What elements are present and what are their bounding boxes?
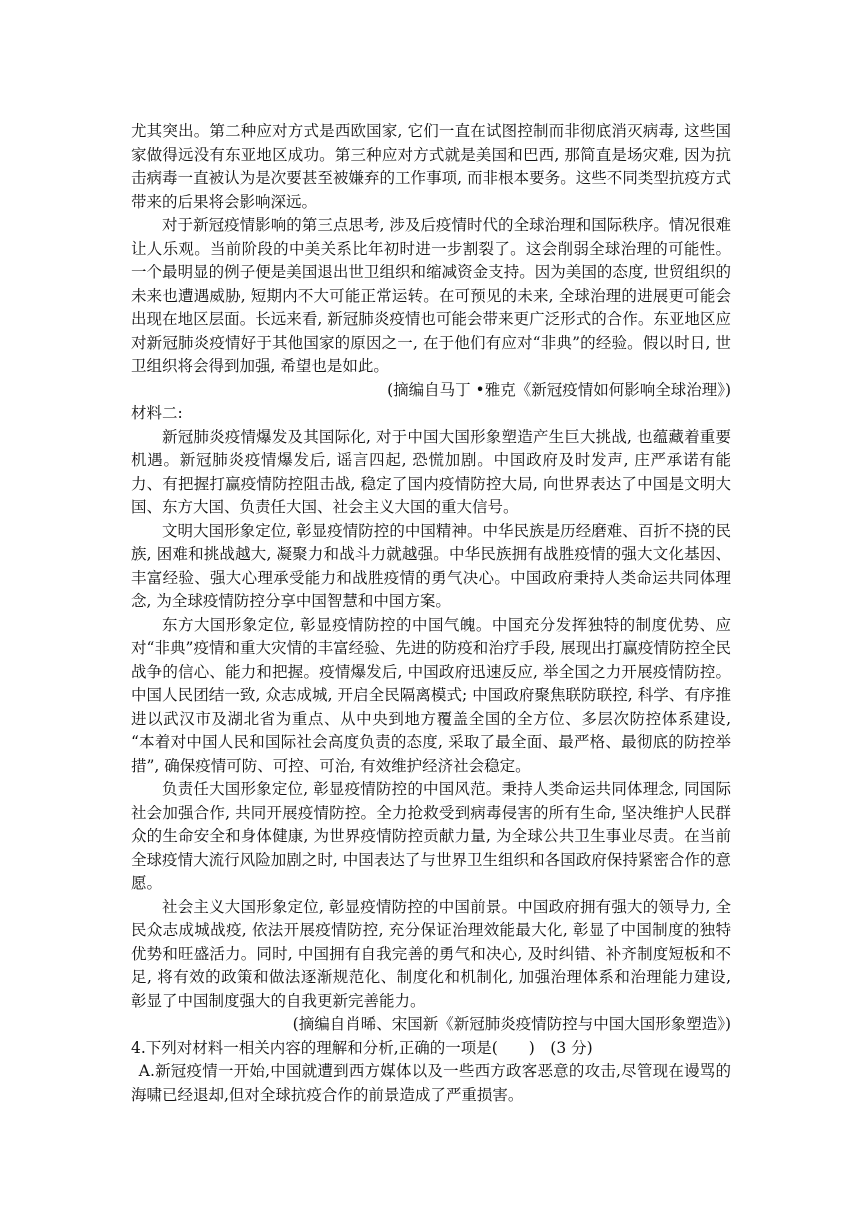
paragraph-responsible-nation: 负责任大国形象定位, 彰显疫情防控的中国风范。秉持人类命运共同体理念, 同国际社会加强合作, 共同开展疫情防控。全力抢救受到病毒侵害的所有生命, 坚决维护人民群众的生命安全和身体健康, 为世界疫情防控贡献力量, 为全球公共卫生事业尽责。在当前全球疫情大流行风险加剧之时, 中国表达了与世界卫生组织和各国政府保持紧密合作的意愿。 [131, 780, 731, 892]
paragraph-global-governance: 对于新冠疫情影响的第三点思考, 涉及后疫情时代的全球治理和国际秩序。情况很难让人乐观。当前阶段的中美关系比年初时进一步割裂了。这会削弱全球治理的可能性。一个最明显的例子便是美国退出世卫组织和缩减资金支持。因为美国的态度, 世贸组织的未来也遭遇威胁, 短期内不大可能正常运转。在可预见的未来, 全球治理的进展更可能会出现在地区层面。长远来看, 新冠肺炎疫情也可能会带来更广泛形式的合作。东亚地区应对新冠肺炎疫情好于其他国家的原因之一, 在于他们有应对“非典”的经验。假以时日, 世卫组织将会得到加强, 希望也是如此。 [131, 216, 731, 375]
paragraph-eastern-nation: 东方大国形象定位, 彰显疫情防控的中国气魄。中国充分发挥独特的制度优势、应对“非典”疫情和重大灾情的丰富经验、先进的防疫和治疗手段, 展现出打赢疫情防控全民战争的信心、能力和把握。疫情爆发后, 中国政府迅速反应, 举全国之力开展疫情防控。中国人民团结一致, 众志成城, 开启全民隔离模式; 中国政府聚焦联防联控, 科学、有序推进以武汉市及湖北省为重点、从中央到地方覆盖全国的全方位、多层次防控体系建设, “本着对中国人民和国际社会高度负责的态度, 采取了最全面、最严格、最彻底的防控举措”, 确保疫情可防、可控、可治, 有效维护经济社会稳定。 [131, 615, 731, 775]
question-4: 4.下列对材料一相关内容的理解和分析,正确的一项是( ) (3 分) [131, 1038, 593, 1057]
paragraph-socialist-nation: 社会主义大国形象定位, 彰显疫情防控的中国前景。中国政府拥有强大的领导力, 全民众志成城战疫, 依法开展疫情防控, 充分保证治理效能最大化, 彰显了中国制度的独特优势和旺盛活力。同时, 中国拥有自我完善的勇气和决心, 及时纠错、补齐制度短板和不足, 将有效的政策和做法逐渐规范化、制度化和机制化, 加强治理体系和治理能力建设, 彰显了中国制度强大的自我更新完善能力。 [131, 897, 731, 1010]
document-page [131, 120, 731, 1107]
material2-heading: 材料二: [131, 404, 183, 422]
source-citation-1: (摘编自马丁 •雅克《新冠疫情如何影响全球治理》) [387, 380, 731, 399]
paragraph-civilized-nation: 文明大国形象定位, 彰显疫情防控的中国精神。中华民族是历经磨难、百折不挠的民族, 困难和挑战越大, 凝聚力和战斗力就越强。中华民族拥有战胜疫情的强大文化基因、丰富经验、强大心理承受能力和战胜疫情的勇气决心。中国政府秉持人类命运共同体理念, 为全球疫情防控分享中国智慧和中国方案。 [131, 521, 731, 610]
paragraph-material1-continued: 尤其突出。第二种应对方式是西欧国家, 它们一直在试图控制而非彻底消灭病毒, 这些国家做得远没有东亚地区成功。第三种应对方式就是美国和巴西, 那简直是场灾难, 因为抗击病毒一直被认为是次要甚至被嫌弃的工作事项, 而非根本要务。这些不同类型抗疫方式带来的后果将会影响深远。 [131, 122, 731, 211]
answer-option-a: A.新冠疫情一开始,中国就遭到西方媒体以及一些西方政客恶意的攻击,尽管现在谩骂的海啸已经退却,但对全球抗疫合作的前景造成了严重损害。 [131, 1062, 731, 1104]
source-citation-2: (摘编自肖晞、宋国新《新冠肺炎疫情防控与中国大国形象塑造》) [292, 1015, 731, 1033]
paragraph-material2-intro: 新冠肺炎疫情爆发及其国际化, 对于中国大国形象塑造产生巨大挑战, 也蕴藏着重要机遇。新冠肺炎疫情爆发后, 谣言四起, 恐慌加剧。中国政府及时发声, 庄严承诺有能力、有把握打赢疫情防控阻击战, 稳定了国内疫情防控大局, 向世界表达了中国是文明大国、东方大国、负责任大国、社会主义大国的重大信号。 [131, 427, 731, 516]
